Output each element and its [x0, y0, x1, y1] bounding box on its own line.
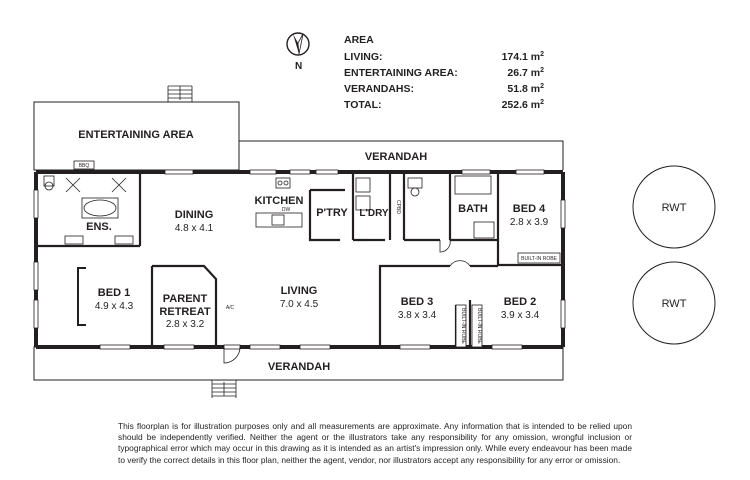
living-label: LIVING [280, 285, 318, 297]
disclaimer-text: This floorplan is for illustration purposes only and all measurements are approximate. Any information that is intended to be relied upon should be independently verified. Neither the agent or the illustrators take any responsibility for any omission, wrongful inclusion or typographical error which may occur in this drawing as it is intended as an artist's impression only. While every endeavour has been made to verify the correct details in this floor plan, neither the agent, vendor, nor illustrators accept any responsibility for any error or omission. [118, 421, 632, 465]
area-label: LIVING: [344, 51, 383, 63]
living-dims: 7.0 x 4.5 [279, 299, 319, 310]
bed2-dims: 3.9 x 3.4 [500, 310, 540, 321]
kitchen-label: KITCHEN [254, 195, 304, 207]
bed1-dims: 4.9 x 4.3 [94, 301, 134, 312]
built-in-robe-label: BUILT-IN ROBE [460, 308, 466, 344]
cupboard-label: CPBD [395, 200, 401, 214]
ensuite-label: ENS. [86, 221, 112, 233]
bbq-label: BBQ [78, 163, 90, 169]
bed1-label: BED 1 [97, 287, 131, 299]
front-door [224, 345, 240, 363]
laundry-fixtures [356, 178, 370, 210]
bath-door [440, 240, 470, 266]
air-conditioner-label: A/C [225, 305, 235, 311]
bed4-label: BED 4 [512, 203, 546, 215]
bed2-label: BED 2 [503, 296, 537, 308]
area-label: VERANDAHS: [344, 83, 415, 95]
bed3-dims: 3.8 x 3.4 [397, 310, 437, 321]
laundry-label: L'DRY [359, 208, 389, 219]
dishwasher-label: DW [281, 207, 291, 213]
kitchen-sink-icon [276, 178, 290, 188]
kitchen-island [256, 213, 302, 227]
verandah-top-label: VERANDAH [364, 151, 428, 163]
dining-label: DINING [174, 209, 214, 221]
verandah-bottom-label: VERANDAH [267, 361, 331, 373]
parent-retreat-dims: 2.8 x 3.2 [165, 319, 205, 330]
bath-label: BATH [458, 203, 488, 215]
entry-steps-top [168, 86, 192, 102]
parent-retreat-label-1: PARENT [162, 293, 208, 305]
bed1-robe [78, 268, 86, 325]
pantry-label: P'TRY [316, 207, 348, 219]
area-label: ENTERTAINING AREA: [344, 67, 458, 79]
built-in-robe-label: BUILT-IN ROBE [521, 256, 557, 262]
entry-steps-bottom [212, 380, 236, 398]
area-value: 174.1 $m^2$ [501, 51, 544, 63]
area-label: TOTAL: [344, 99, 382, 111]
rainwater-tank-label: RWT [661, 202, 687, 214]
entertaining-area-label: ENTERTAINING AREA [78, 129, 194, 141]
bed4-dims: 2.8 x 3.9 [509, 217, 549, 228]
area-value: 51.8 $m^2$ [507, 83, 544, 95]
area-value: 26.7 $m^2$ [507, 67, 544, 79]
rainwater-tank-label: RWT [661, 298, 687, 310]
area-value: 252.6 $m^2$ [501, 99, 544, 111]
area-heading: AREA [344, 34, 374, 46]
built-in-robe-label: BUILT-IN ROBE [476, 308, 482, 344]
north-label: N [295, 61, 303, 72]
parent-retreat-label-2: RETREAT [159, 306, 211, 318]
ensuite-fixtures [44, 176, 133, 244]
dining-dims: 4.8 x 4.1 [174, 223, 214, 234]
bed3-label: BED 3 [400, 296, 434, 308]
